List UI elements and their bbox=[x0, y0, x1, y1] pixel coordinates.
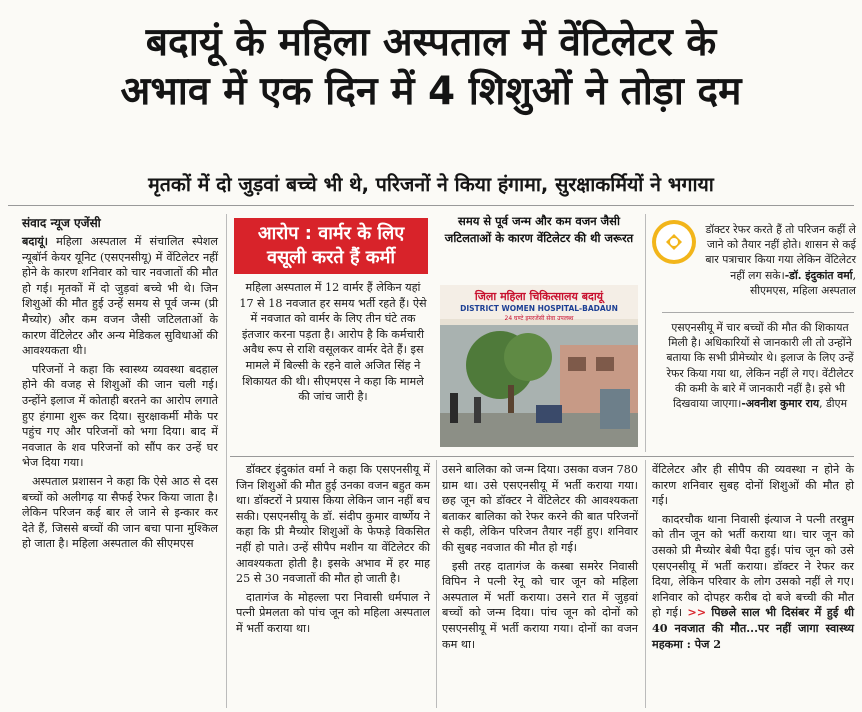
dateline: बदायूं। bbox=[22, 234, 48, 248]
subheadline: मृतकों में दो जुड़वां बच्चे भी थे, परिजनों ने किया हंगामा, सुरक्षाकर्मियों ने भगाया bbox=[148, 173, 714, 196]
hospital-photo bbox=[440, 285, 638, 447]
related-story-link: पिछले साल भी दिसंबर में हुई थी 40 नवजात की मौत...पर नहीं जागा स्वास्थ्य महकमा : पेज 2 bbox=[652, 605, 854, 651]
byline: संवाद न्यूज एजेंसी bbox=[22, 216, 101, 230]
col1-paragraph-3: अस्पताल प्रशासन ने कहा कि ऐसे आठ से दस बच्चों को अलीगढ़ या सैफई रेफर किया जाता है। लेकिन परिजन कई बार ले जाने से इन्कार कर देते हैं, जिससे बच्चों की जान बचा पाना मुश्किल हो जाता है। महिला अस्पताल की सीएमएस bbox=[22, 474, 218, 551]
column-2-bottom bbox=[236, 462, 430, 640]
column-divider bbox=[645, 214, 646, 452]
quote-cms-text: डॉक्टर रेफर करते हैं तो परिजन कहीं ले जाने को तैयार नहीं होते। शासन से कई बार पत्राचार किया गया लेकिन वेंटिलेटर नहीं लग सके। bbox=[705, 223, 856, 282]
quote-dm-text: एसएनसीयू में चार बच्चों की मौत की शिकायत मिली है। अधिकारियों से जानकारी ली तो उन्होंने बताया कि सभी प्रीमेच्योर थे। इलाज के लिए उन्हें रेफर किया गया था, लेकिन नहीं ले गए। वेंटीलेटर की कमी के बारे में जानकारी नहीं है। इसे भी दिखवाया जाएगा। bbox=[666, 321, 854, 411]
quote-dm-author: -अवनीश कुमार राय bbox=[741, 397, 820, 411]
col2-paragraph-1: डॉक्टर इंदुकांत वर्मा ने कहा कि एसएनसीयू में जिन शिशुओं की मौत हुई उनका वजन बहुत कम था। डॉक्टरों ने प्रयास किया लेकिन जान नहीं बच सकी। एसएनसीयू के डॉ. संदीप कुमार वार्ष्णेय ने कहा कि प्री मैच्योर शिशुओं के फेफड़े विकसित नहीं हो पाते। उन्हें सीपैप मशीन या वेंटिलेटर की आवश्यकता होती है। इसके अभाव में हर माह 25 से 30 नवजातों की मौत हो जाती है। bbox=[236, 463, 430, 586]
photo-caption: समय से पूर्व जन्म और कम वजन जैसी जटिलताओं के कारण वेंटिलेटर की थी जरूरत bbox=[444, 214, 634, 245]
col1-paragraph-1: बदायूं। महिला अस्पताल में संचालित स्पेशल न्यूबॉर्न केयर यूनिट (एसएनसीयू) में वेंटिलेटर नहीं होने के कारण शनिवार को चार नवजातों की मौत हो गई। मृतकों में दो जुड़वां बच्चे भी थे। जिन शिशुओं की मौत हुई उन्हें समय से पूर्व जन्म (प्री मैच्योर) और कम वजन जैसी जटिलताओं के कारण वेंटिलेटर और अन्य मेडिकल सुविधाओं की आवश्यकता थी। bbox=[22, 234, 218, 358]
more-arrow: >> bbox=[687, 605, 707, 620]
hospital-sign-english: DISTRICT WOMEN HOSPITAL-BADAUN bbox=[460, 304, 618, 313]
column-2-top bbox=[238, 280, 428, 408]
section-divider bbox=[230, 456, 854, 457]
column-divider bbox=[645, 460, 646, 708]
headline-line-2: अभाव में एक दिन में 4 शिशुओं ने तोड़ा दम bbox=[120, 69, 742, 114]
column-3-bottom bbox=[442, 462, 638, 655]
quote-divider bbox=[662, 312, 854, 313]
col2-paragraph-2: दातागंज के मोहल्ला परा निवासी धर्मपाल ने पत्नी प्रेमलता को पांच जून को महिला अस्पताल में भर्ती कराया था। bbox=[236, 590, 430, 635]
quote-cms bbox=[700, 222, 856, 298]
allegation-text: महिला अस्पताल में 12 वार्मर हैं लेकिन यहां 17 से 18 नवजात हर समय भर्ती रहते हैं। ऐसे में नवजात को वार्मर के लिए तीन घंटे तक इंतजार करना पड़ता है। आरोप है कि कर्मचारी अवैध रूप से राशि वसूलकर वार्मर देते हैं। इस मामले में बिल्सी के रहने वाले अजित सिंह ने शिकायत की थी। सीएमएस ने कहा कि मामले की जांच जारी है। bbox=[239, 281, 427, 404]
col4-paragraph-2: कादरचौक थाना निवासी इंत्याज ने पत्नी तरन्नुम को तीन जून को भर्ती कराया था। चार जून को उसको प्री मैच्योर बेबी पैदा हुई। पांच जून को उसे एसएनसीयू में भर्ती कराया। डॉक्टर ने रेफर कर दिया, लेकिन परिवार के लोग उसको नहीं ले गए। शनिवार को दोपहर करीब दो बजे बच्ची की मौत हो गई। >> पिछले साल भी दिसंबर में हुई थी 40 नवजात की मौत...पर नहीं जागा स्वास्थ्य महकमा : पेज 2 bbox=[652, 512, 854, 651]
col3-paragraph-1: उसने बालिका को जन्म दिया। उसका वजन 780 ग्राम था। उसे एसएनसीयू में भर्ती कराया गया। छह जून को डॉक्टर ने वेंटिलेटर की आवश्यकता बताकर बालिका को रेफर करने की बात परिजनों से कही, लेकिन परिजन तैयार नहीं हुए। शनिवार की सुबह नवजात की मौत हो गई। bbox=[442, 463, 638, 554]
quote-cms-author: -डॉ. इंदुकांत वर्मा bbox=[784, 268, 853, 282]
col1-paragraph-2: परिजनों ने कहा कि स्वास्थ्य व्यवस्था बदहाल होने की वजह से शिशुओं की जान चली गई। उन्होंने इलाज में कोताही बरतने का आरोप लगाते हुए हंगामा शुरू कर दिया। सुरक्षाकर्मी मौके पर पहुंच गए और परिजनों को भगा दिया। बाद में नवजात के शव परिजनों को सौंप कर उन्हें घर भेज दिया गया। bbox=[22, 362, 218, 470]
headline-line-1: बदायूं के महिला अस्पताल में वेंटिलेटर के bbox=[145, 20, 717, 65]
col3-paragraph-2: इसी तरह दातागंज के कस्बा समरेर निवासी विपिन ने पत्नी रेनू को चार जून को महिला अस्पताल में भर्ती कराया। उसने रात में जुड़वां बच्चों को जन्म दिया। पांच जून को दोनों को एसएनसीयू में भर्ती कराया गया। दोनों का वजन कम था। bbox=[442, 559, 638, 651]
column-4-bottom bbox=[652, 462, 854, 655]
column-1 bbox=[22, 234, 218, 555]
quote-cms-role: , सीएमएस, महिला अस्पताल bbox=[749, 268, 856, 297]
red-box-line-2: वसूली करते हैं कर्मी bbox=[266, 247, 396, 268]
hospital-sign-hindi: जिला महिला चिकित्सालय बदायूं bbox=[474, 290, 604, 303]
headline bbox=[0, 18, 862, 116]
quote-dm bbox=[664, 320, 856, 411]
column-divider bbox=[226, 214, 227, 708]
red-box-line-1: आरोप : वार्मर के लिए bbox=[257, 223, 405, 244]
header-divider bbox=[8, 205, 854, 206]
hospital-sign-emergency: 24 घण्टे इमरजेंसी सेवा उपलब्ध bbox=[504, 315, 574, 322]
newspaper-logo-icon bbox=[652, 220, 696, 264]
quote-dm-role: , डीएम bbox=[819, 397, 848, 411]
col4-paragraph-1: वेंटिलेटर और ही सीपैप की व्यवस्था न होने के कारण शनिवार सुबह दोनों शिशुओं की मौत हो गई। bbox=[652, 463, 854, 508]
red-headline-box bbox=[234, 218, 428, 274]
column-divider bbox=[436, 460, 437, 708]
